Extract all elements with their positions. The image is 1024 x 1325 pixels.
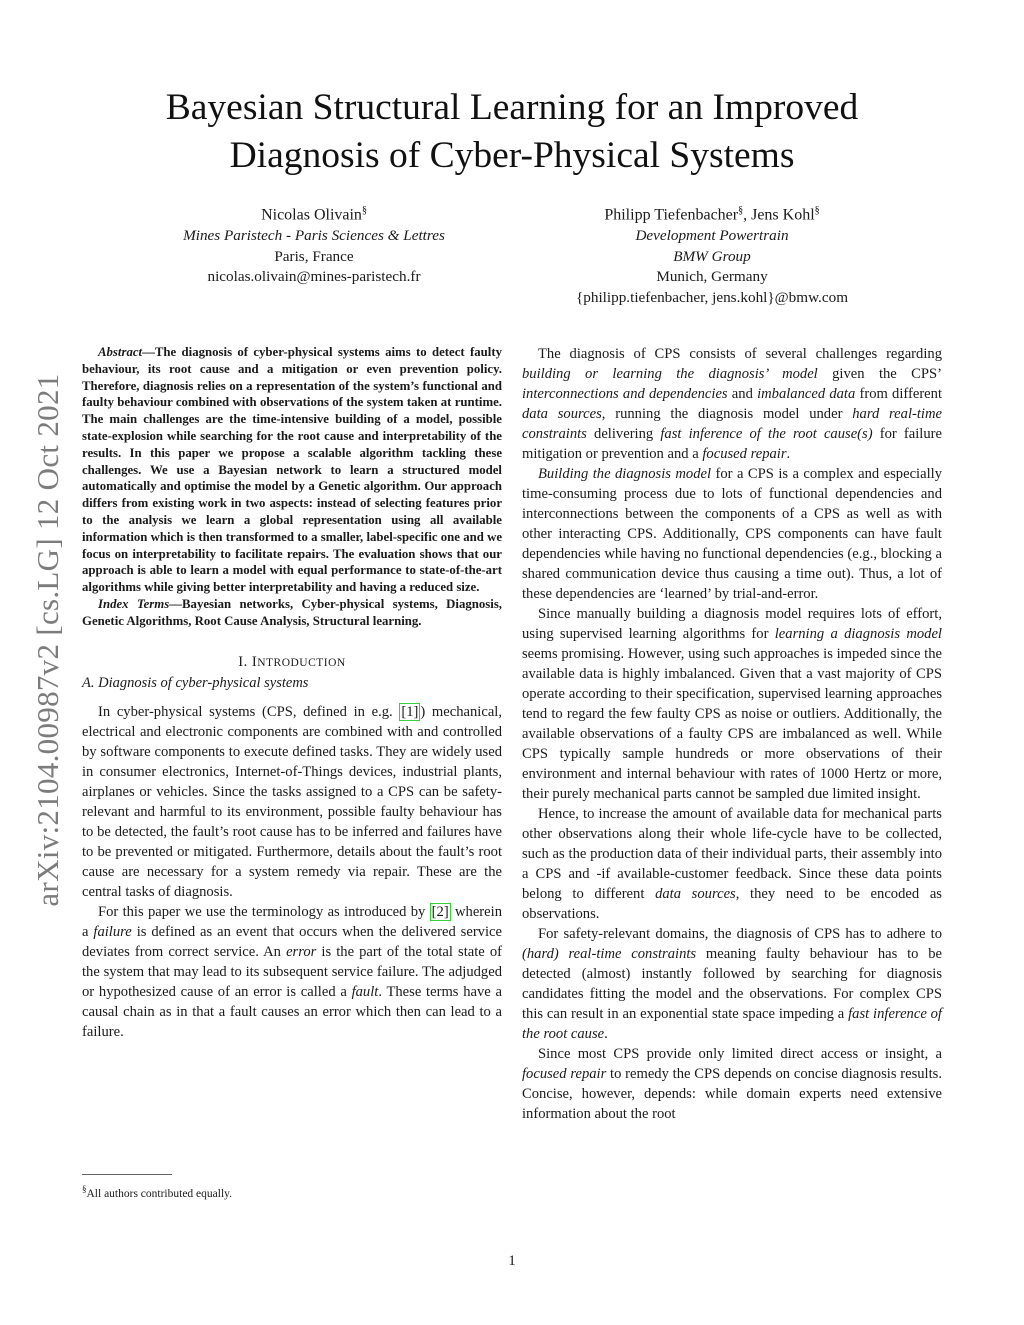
body-paragraph: Hence, to increase the amount of available data for mechanical parts other observations along their whole life-cycle have to be collected, such as the production data of their individual parts, their assembly into a CPS and -if available-customer feedback. Since these data points belong to different data sources, they need to be encoded as observations.: [522, 806, 942, 922]
author-names: Philipp Tiefenbacher§, Jens Kohl§: [604, 205, 820, 224]
author-name: Nicolas Olivain§: [261, 205, 367, 224]
paper-title: [0, 84, 1024, 180]
author-block-1: [144, 201, 484, 288]
abstract: Abstract—The diagnosis of cyber-physical systems aims to detect faulty behaviour, its root cause and a mitigation or even prevention policy. Therefore, diagnosis relies on a representation of the system’s functional and faulty behaviour combined with observations of the system taken at runtime. The main challenges are the time-intensive building of a model, possible state-explosion while searching for the root cause and interpretability of the results. In this paper we propose a scalable algorithm tackling these challenges. We use a Bayesian network to learn a structured model automatically and optimise the model by a Genetic algorithm. Our approach differs from existing work in two aspects: instead of selecting features prior to the analysis we learn a global representation using all available information which is then transformed to a smaller, label-specific one and we focus on interpretability to facilitate repairs. The evaluation shows that our approach is able to learn a model with equal performance to state-of-the-art algorithms while giving better interpretability and having a reduced size.: [82, 345, 502, 595]
footnote: §All authors contributed equally.: [82, 1184, 502, 1200]
author-affiliation: Development Powertrain: [635, 226, 789, 244]
paper-title-line-1: Bayesian Structural Learning for an Improved: [165, 87, 859, 128]
right-column: [522, 344, 942, 1124]
left-column: [82, 344, 502, 1042]
index-terms: Index Terms—Bayesian networks, Cyber-physical systems, Diagnosis, Genetic Algorithms, Root Cause Analysis, Structural learning.: [82, 596, 503, 628]
citation-link[interactable]: [2]: [431, 903, 449, 920]
citation-link[interactable]: [1]: [401, 703, 419, 720]
body-paragraph: Since most CPS provide only limited direct access or insight, a focused repair to remedy the CPS depends on concise diagnosis results. Concise, however, depends: while domain experts need extensive information about the root: [522, 1046, 942, 1122]
author-location: Paris, France: [274, 247, 354, 265]
section-heading: I. INTRODUCTION: [238, 653, 346, 670]
author-affiliation: Mines Paristech - Paris Sciences & Lettres: [183, 226, 445, 244]
author-block-2: [540, 201, 884, 308]
footnote-rule: [82, 1174, 172, 1175]
paper-title-line-2: Diagnosis of Cyber-Physical Systems: [229, 135, 795, 176]
body-paragraph: For safety-relevant domains, the diagnosis of CPS has to adhere to (hard) real-time constraints meaning faulty behaviour has to be detected (almost) instantly followed by searching for diagnosis candidates fitting the model and the observations. For complex CPS this can result in an exponential state space impeding a fast inference of the root cause.: [522, 926, 942, 1042]
body-paragraph: Since manually building a diagnosis model requires lots of effort, using supervised learning algorithms for learning a diagnosis model seems promising. However, using such approaches is impeded since the available data is highly imbalanced. Given that a vast majority of CPS operate according to their specification, supervised learning approaches tend to regard the few faulty CPS as noise or outliers. Additionally, the available observations of a faulty CPS are imbalanced as well. While CPS typically sample hundreds or more observations of their environment and internal behaviour with rates of 1000 Hertz or more, their purely mechanical parts cannot be sampled due limited insight.: [522, 606, 942, 802]
author-location: Munich, Germany: [656, 268, 768, 286]
body-paragraph: The diagnosis of CPS consists of several challenges regarding building or learning the diagnosis’ model given the CPS’ interconnections and dependencies and imbalanced data from different data sources, running the diagnosis model under hard real-time constraints delivering fast inference of the root cause(s) for failure mitigation or prevention and a focused repair.: [522, 346, 943, 462]
body-paragraph: Building the diagnosis model for a CPS is a complex and especially time-consuming process due to lots of functional dependencies and interconnections between the components of a CPS as well as with other interacting CPS. Additionally, CPS components can have fault dependencies while having no functional dependencies (e.g., blocking a shared communication device thus causing a time out). Thus, a lot of these dependencies are ‘learned’ by trial-and-error.: [522, 466, 942, 602]
subsection-heading: A. Diagnosis of cyber-physical systems: [82, 674, 309, 691]
arxiv-identifier: arXiv:2104.00987v2 [cs.LG] 12 Oct 2021: [30, 373, 65, 907]
author-affiliation-2: BMW Group: [673, 247, 751, 265]
body-paragraph: In cyber-physical systems (CPS, defined in e.g. [1] ) mechanical, electrical and electronic components are combined with and controlled by software components to execute defined tasks. They are widely used in consumer electronics, Internet-of-Things devices, industrial plants, airplanes or vehicles. Since the tasks assigned to a CPS can be safety-relevant and harmful to its environment, possible faulty behaviour has to be detected, the fault’s root cause has to be inferred and failures have to be prevented or mitigated. Furthermore, details about the fault’s root cause are necessary for a system remedy via repair. These are the central tasks of diagnosis.: [82, 703, 502, 900]
page-number: 1: [508, 1253, 516, 1269]
author-email: {philipp.tiefenbacher, jens.kohl}@bmw.com: [575, 288, 849, 306]
author-email: nicolas.olivain@mines-paristech.fr: [207, 268, 421, 286]
body-paragraph: For this paper we use the terminology as introduced by [2] wherein a failure is defined as an event that occurs when the delivered service deviates from correct service. An error is the part of the total state of the system that may lead to its subsequent service failure. The adjudged or hypothesized cause of an error is called a fault. These terms have a causal chain as in that a fault causes an error which then can lead to a failure.: [82, 903, 503, 1040]
